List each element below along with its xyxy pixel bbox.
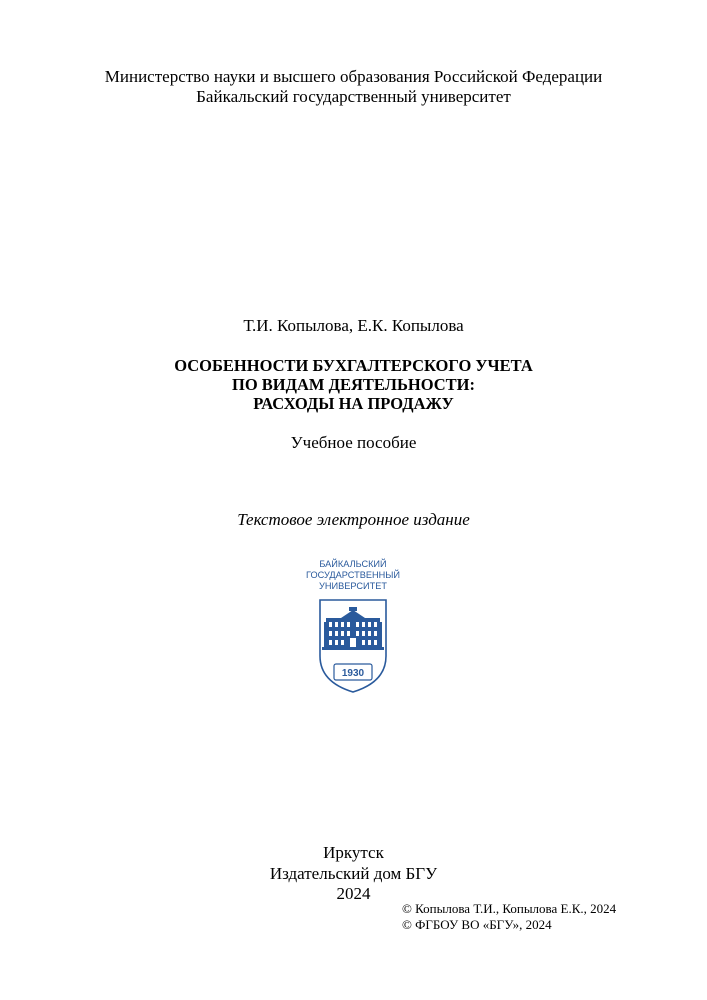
copyright-authors: © Копылова Т.И., Копылова Е.К., 2024: [402, 901, 617, 916]
imprint-city: Иркутск: [323, 843, 384, 862]
ministry-header: Министерство науки и высшего образования Российской Федерации: [104, 67, 603, 86]
logo-year: 1930: [341, 668, 365, 679]
university-logo: [300, 558, 406, 694]
authors: Т.И. Копылова, Е.К. Копылова: [243, 316, 464, 335]
subtitle: Учебное пособие: [290, 433, 417, 452]
edition-note: Текстовое электронное издание: [237, 510, 470, 529]
imprint-publisher: Издательский дом БГУ: [269, 864, 438, 883]
logo-text-line-1: БАЙКАЛЬСКИЙ: [319, 559, 387, 569]
title-line-2: ПО ВИДАМ ДЕЯТЕЛЬНОСТИ:: [232, 375, 475, 394]
copyright-institution: © ФГБОУ ВО «БГУ», 2024: [402, 917, 552, 932]
title-line-3: РАСХОДЫ НА ПРОДАЖУ: [253, 394, 454, 413]
imprint-year: 2024: [336, 884, 371, 903]
university-header: Байкальский государственный университет: [196, 87, 511, 106]
logo-text-line-2: ГОСУДАРСТВЕННЫЙ: [306, 570, 400, 580]
logo-text-line-3: УНИВЕРСИТЕТ: [319, 581, 387, 591]
title-line-1: ОСОБЕННОСТИ БУХГАЛТЕРСКОГО УЧЕТА: [174, 356, 533, 375]
